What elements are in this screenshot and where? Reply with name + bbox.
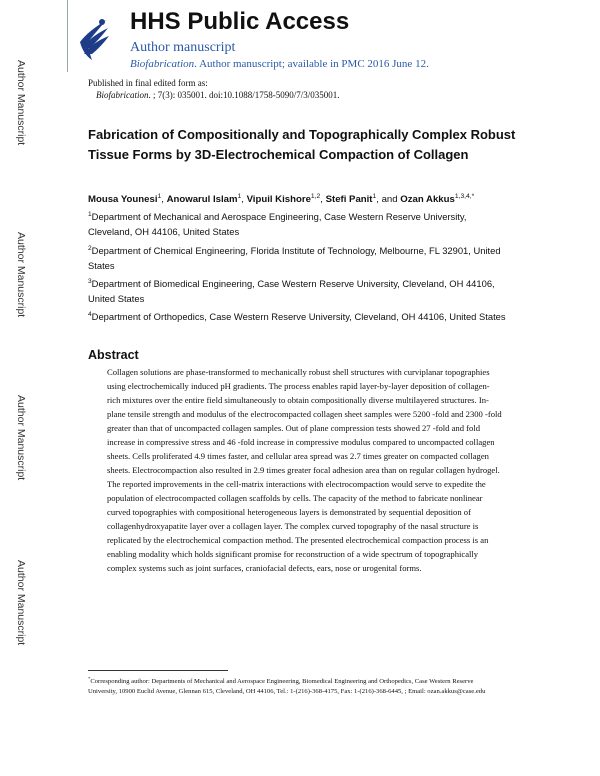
affiliation-text: Department of Biomedical Engineering, Case Western Reserve University, Cleveland, OH 44106, United States: [88, 278, 495, 304]
citation-text: . ; 7(3): 035001. doi:10.1088/1758-5090/7/3/035001.: [148, 90, 340, 100]
journal-availability: [130, 58, 429, 70]
author-name: Stefi Panit: [325, 194, 373, 205]
affiliation-sup: 2: [88, 244, 92, 252]
author-sup: 1: [372, 192, 377, 200]
header-divider: [67, 0, 68, 72]
author-sup: 1,3,4,*: [454, 192, 475, 200]
left-sidebar: [0, 0, 44, 776]
journal-name: Biofabrication: [130, 58, 195, 70]
author-name: Ozan Akkus: [400, 194, 455, 205]
sidebar-label: Author Manuscript: [15, 232, 27, 318]
author-sup: 1: [157, 192, 162, 200]
affiliation-sup: 1: [88, 210, 92, 218]
author-sep: , and: [376, 194, 401, 205]
author-sep: ,: [320, 194, 326, 205]
citation-line: [88, 89, 340, 101]
affiliation-sup: 3: [88, 277, 92, 285]
affiliation-text: Department of Chemical Engineering, Florida Institute of Technology, Melbourne, FL 32901, United States: [88, 245, 501, 271]
author-name: Vipuil Kishore: [246, 194, 311, 205]
affiliation-text: Department of Mechanical and Aerospace Engineering, Case Western Reserve University, Cleveland, OH 44106, United States: [88, 211, 467, 237]
author-sup: 1,2: [310, 192, 321, 200]
sidebar-label: Author Manuscript: [15, 60, 27, 146]
author-sep: ,: [161, 194, 167, 205]
author-sep: ,: [241, 194, 247, 205]
availability-text: . Author manuscript; available in PMC 2016 June 12.: [194, 58, 429, 70]
sidebar-label: Author Manuscript: [15, 395, 27, 481]
publication-note: [88, 77, 340, 101]
affiliation: [88, 209, 508, 239]
pub-note-line: Published in final edited form as:: [88, 78, 208, 88]
affiliation: [88, 309, 508, 324]
author-name: Anowarul Islam: [166, 194, 238, 205]
hhs-title: HHS Public Access: [130, 8, 350, 35]
citation-journal: Biofabrication: [96, 90, 149, 100]
affiliation-sup: 4: [88, 310, 92, 318]
footnote-rule: [88, 670, 228, 671]
paper-title: Fabrication of Compositionally and Topographically Complex Robust Tissue Forms by 3D-Electrochemical Compaction of Collagen: [88, 127, 516, 162]
abstract-text: Collagen solutions are phase-transformed to mechanically robust shell structures with curviplanar topographies using electrochemically induced pH gradients. The process enables rapid layer-by-layer deposition of collagen-rich mixtures over the entire field simultaneously to obtain compositionally diverse multilayered structures. In-plane tensile strength and modulus of the electrocompacted collagen sheet samples were 5200 -fold and 2300 -fold greater than that of uncompacted collagen samples. Out of plane compression tests showed 27 -fold and fold increase in compressive stress and 46 -fold increase in compressive modulus compared to uncompacted collagen sheets. Cells proliferated 4.9 times faster, and cellular area spread was 2.7 times greater on compacted collagen sheets. Electrocompaction also resulted in 2.9 times greater focal adhesion area than on regular collagen hydrogel. The reported improvements in the cell-matrix interactions with electrocompaction would serve to expedite the population of electrocompacted collagen scaffolds by cells. The capacity of the method to fabricate nonlinear curved topographies with compositional heterogeneous layers is demonstrated by sequential deposition of collagenhydroxyapatite layer over a collagen layer. The complex curved topography of the nasal structure is replicated by the electrochemical compaction method. The presented electrochemical compaction process is an enabling modality which holds significant promise for reconstruction of a wide spectrum of topographically complex systems such as joint surfaces, craniofacial defects, ears, nose or urogenital forms.: [107, 367, 502, 573]
corresponding-author-footnote: [88, 677, 498, 697]
affiliation-text: Department of Orthopedics, Case Western Reserve University, Cleveland, OH 44106, United States: [91, 311, 506, 322]
author-name: Mousa Younesi: [88, 194, 158, 205]
affiliation: [88, 243, 508, 273]
hhs-eagle-logo-icon: [76, 12, 112, 64]
footnote-mark: *: [88, 675, 91, 681]
author-list: [88, 194, 518, 205]
sidebar-label: Author Manuscript: [15, 560, 27, 646]
abstract-heading: Abstract: [88, 348, 139, 362]
affiliation: [88, 276, 508, 306]
footnote-text: Corresponding author: Departments of Mechanical and Aerospace Engineering, Biomedical Engineering and Orthopedics, Case Western Reserve University, 10900 Euclid Avenue, Glennan 615, Cleveland, OH 44106, Tel.: 1-(216)-368-4175, Fax: 1-(216)-368-6445, ; Email: ozan.akkus@case.edu: [88, 678, 486, 695]
author-sup: 1: [237, 192, 242, 200]
author-manuscript-label: Author manuscript: [130, 40, 236, 55]
